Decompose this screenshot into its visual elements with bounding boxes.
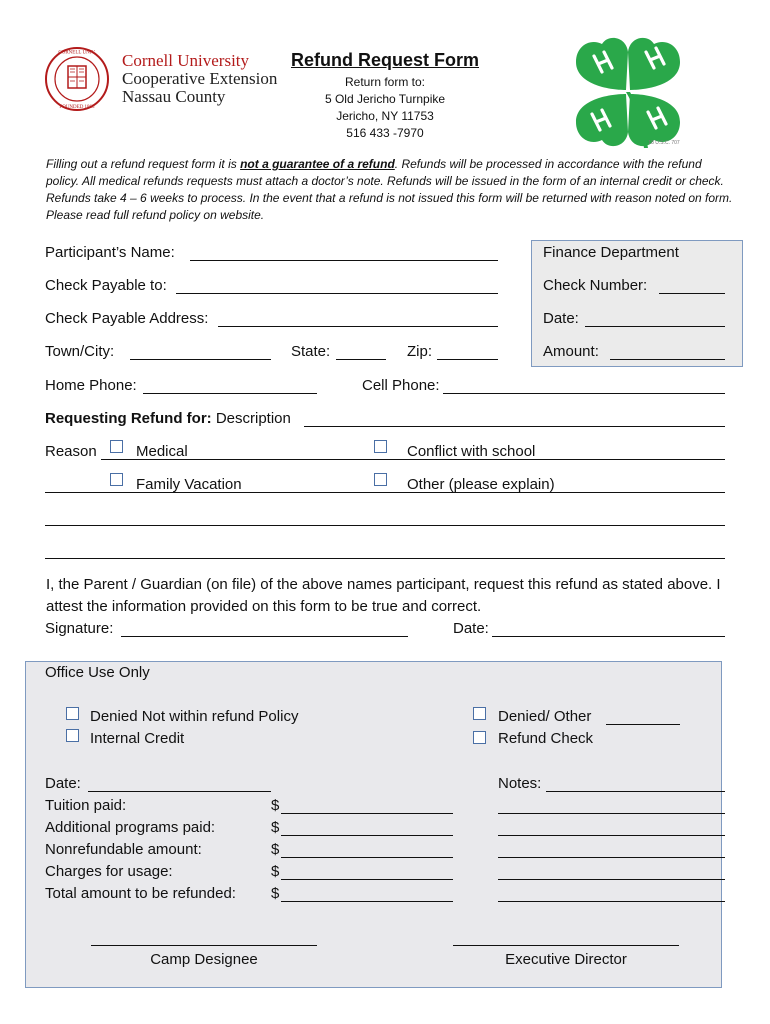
- notes-line[interactable]: [498, 857, 725, 858]
- state-label: State:: [291, 343, 331, 360]
- denied-other-field[interactable]: [606, 724, 680, 725]
- phone-number: 516 433 -7970: [346, 126, 424, 140]
- reason-label: Reason: [45, 443, 97, 460]
- denied-other-checkbox[interactable]: [473, 707, 486, 720]
- notes-line[interactable]: [546, 791, 725, 792]
- requesting-refund-label: Requesting Refund for:: [45, 410, 212, 427]
- internal-credit-checkbox[interactable]: [66, 729, 79, 742]
- additional-programs-field[interactable]: [281, 835, 453, 836]
- intro-text-1: Filling out a refund request form it is: [46, 157, 241, 171]
- address-line-2: Jericho, NY 11753: [336, 109, 434, 123]
- notes-line[interactable]: [498, 835, 725, 836]
- dollar-sign: $: [271, 841, 280, 858]
- notes-line[interactable]: [498, 879, 725, 880]
- internal-credit-label: Internal Credit: [90, 730, 185, 747]
- signature-label: Signature:: [45, 620, 114, 637]
- nonrefundable-label: Nonrefundable amount:: [45, 841, 202, 858]
- check-number-field[interactable]: [659, 293, 725, 294]
- notes-line[interactable]: [498, 901, 725, 902]
- medical-label: Medical: [136, 443, 188, 460]
- home-phone-field[interactable]: [143, 393, 317, 394]
- denied-other-label: Denied/ Other: [498, 708, 592, 725]
- executive-director-signature[interactable]: [453, 945, 679, 946]
- signature-date-label: Date:: [453, 620, 489, 637]
- camp-designee-signature[interactable]: [91, 945, 317, 946]
- amount-label: Amount:: [543, 343, 599, 360]
- family-vacation-checkbox[interactable]: [110, 473, 123, 486]
- participant-name-field[interactable]: [190, 260, 498, 261]
- zip-field[interactable]: [437, 359, 498, 360]
- town-city-field[interactable]: [130, 359, 271, 360]
- check-payable-address-field[interactable]: [218, 326, 498, 327]
- check-payable-address-label: Check Payable Address:: [45, 310, 209, 327]
- other-label: Other (please explain): [407, 476, 555, 493]
- charges-usage-label: Charges for usage:: [45, 863, 173, 880]
- svg-text:FOUNDED 1865: FOUNDED 1865: [59, 105, 95, 110]
- description-field[interactable]: [304, 426, 725, 427]
- address-line-1: 5 Old Jericho Turnpike: [324, 92, 446, 106]
- notes-label: Notes:: [498, 775, 542, 792]
- state-field[interactable]: [336, 359, 386, 360]
- signature-date-field[interactable]: [492, 636, 725, 637]
- executive-director-label: Executive Director: [505, 951, 627, 968]
- town-city-label: Town/City:: [45, 343, 115, 360]
- university-name-block: [122, 52, 277, 106]
- dollar-sign: $: [271, 819, 280, 836]
- tuition-paid-field[interactable]: [281, 813, 453, 814]
- home-phone-label: Home Phone:: [45, 377, 137, 394]
- medical-checkbox[interactable]: [110, 440, 123, 453]
- other-checkbox[interactable]: [374, 473, 387, 486]
- intro-text-2: . Refunds will be processed in accordance with the refund policy. All medical refunds requests must attach a doctor’s note. Refunds will be issued in the form of an internal credit or check. Refunds take 4 – 6 weeks to process. In the event that a refund is not issued this form will be returned with reason noted on form. Please read full refund policy on website.: [46, 157, 733, 222]
- conflict-checkbox[interactable]: [374, 440, 387, 453]
- participant-name-label: Participant’s Name:: [45, 244, 175, 261]
- svg-text:CORNELL UNIV.: CORNELL UNIV.: [58, 50, 96, 56]
- county-name: Nassau County: [122, 87, 226, 106]
- dollar-sign: $: [271, 885, 280, 902]
- conflict-label: Conflict with school: [407, 443, 536, 460]
- requesting-refund-row: [45, 410, 291, 427]
- check-number-label: Check Number:: [543, 277, 648, 294]
- cornell-seal-logo: [44, 46, 110, 112]
- denied-policy-label: Denied Not within refund Policy: [90, 708, 299, 725]
- intro-paragraph: [46, 156, 736, 224]
- form-title: Refund Request Form: [290, 50, 479, 70]
- camp-designee-label: Camp Designee: [150, 951, 258, 968]
- attestation-text: I, the Parent / Guardian (on file) of the above names participant, request this refund as stated above. I attest the information provided on this form to be true and correct.: [46, 576, 721, 615]
- office-date-label: Date:: [45, 775, 81, 792]
- office-title: Office Use Only: [45, 664, 150, 681]
- check-payable-to-label: Check Payable to:: [45, 277, 167, 294]
- finance-date-label: Date:: [543, 310, 579, 327]
- signature-field[interactable]: [121, 636, 408, 637]
- extension-name: Cooperative Extension: [122, 69, 278, 88]
- explain-line-2[interactable]: [45, 558, 725, 559]
- additional-programs-label: Additional programs paid:: [45, 819, 216, 836]
- nonrefundable-field[interactable]: [281, 857, 453, 858]
- amount-field[interactable]: [610, 359, 725, 360]
- charges-usage-field[interactable]: [281, 879, 453, 880]
- intro-emphasis: not a guarantee of a refund: [240, 157, 395, 171]
- dollar-sign: $: [271, 863, 280, 880]
- 4h-clover-logo: [568, 32, 688, 150]
- denied-policy-checkbox[interactable]: [66, 707, 79, 720]
- finance-date-field[interactable]: [585, 326, 725, 327]
- return-label: Return form to:: [344, 75, 426, 89]
- check-payable-to-field[interactable]: [176, 293, 498, 294]
- description-label: Description: [211, 410, 291, 427]
- cell-phone-field[interactable]: [443, 393, 725, 394]
- finance-title: Finance Department: [543, 244, 679, 261]
- return-address-block: [275, 74, 495, 142]
- zip-label: Zip:: [407, 343, 433, 360]
- dollar-sign: $: [271, 797, 280, 814]
- university-name: Cornell University: [122, 51, 250, 70]
- total-refunded-field[interactable]: [281, 901, 453, 902]
- refund-check-checkbox[interactable]: [473, 731, 486, 744]
- office-date-field[interactable]: [88, 791, 271, 792]
- tuition-paid-label: Tuition paid:: [45, 797, 127, 814]
- family-vacation-label: Family Vacation: [136, 476, 242, 493]
- notes-line[interactable]: [498, 813, 725, 814]
- refund-check-label: Refund Check: [498, 730, 594, 747]
- cell-phone-label: Cell Phone:: [362, 377, 440, 394]
- explain-line-1[interactable]: [45, 525, 725, 526]
- clover-caption: 18 U.S.C. 707: [648, 140, 680, 146]
- total-refunded-label: Total amount to be refunded:: [45, 885, 236, 902]
